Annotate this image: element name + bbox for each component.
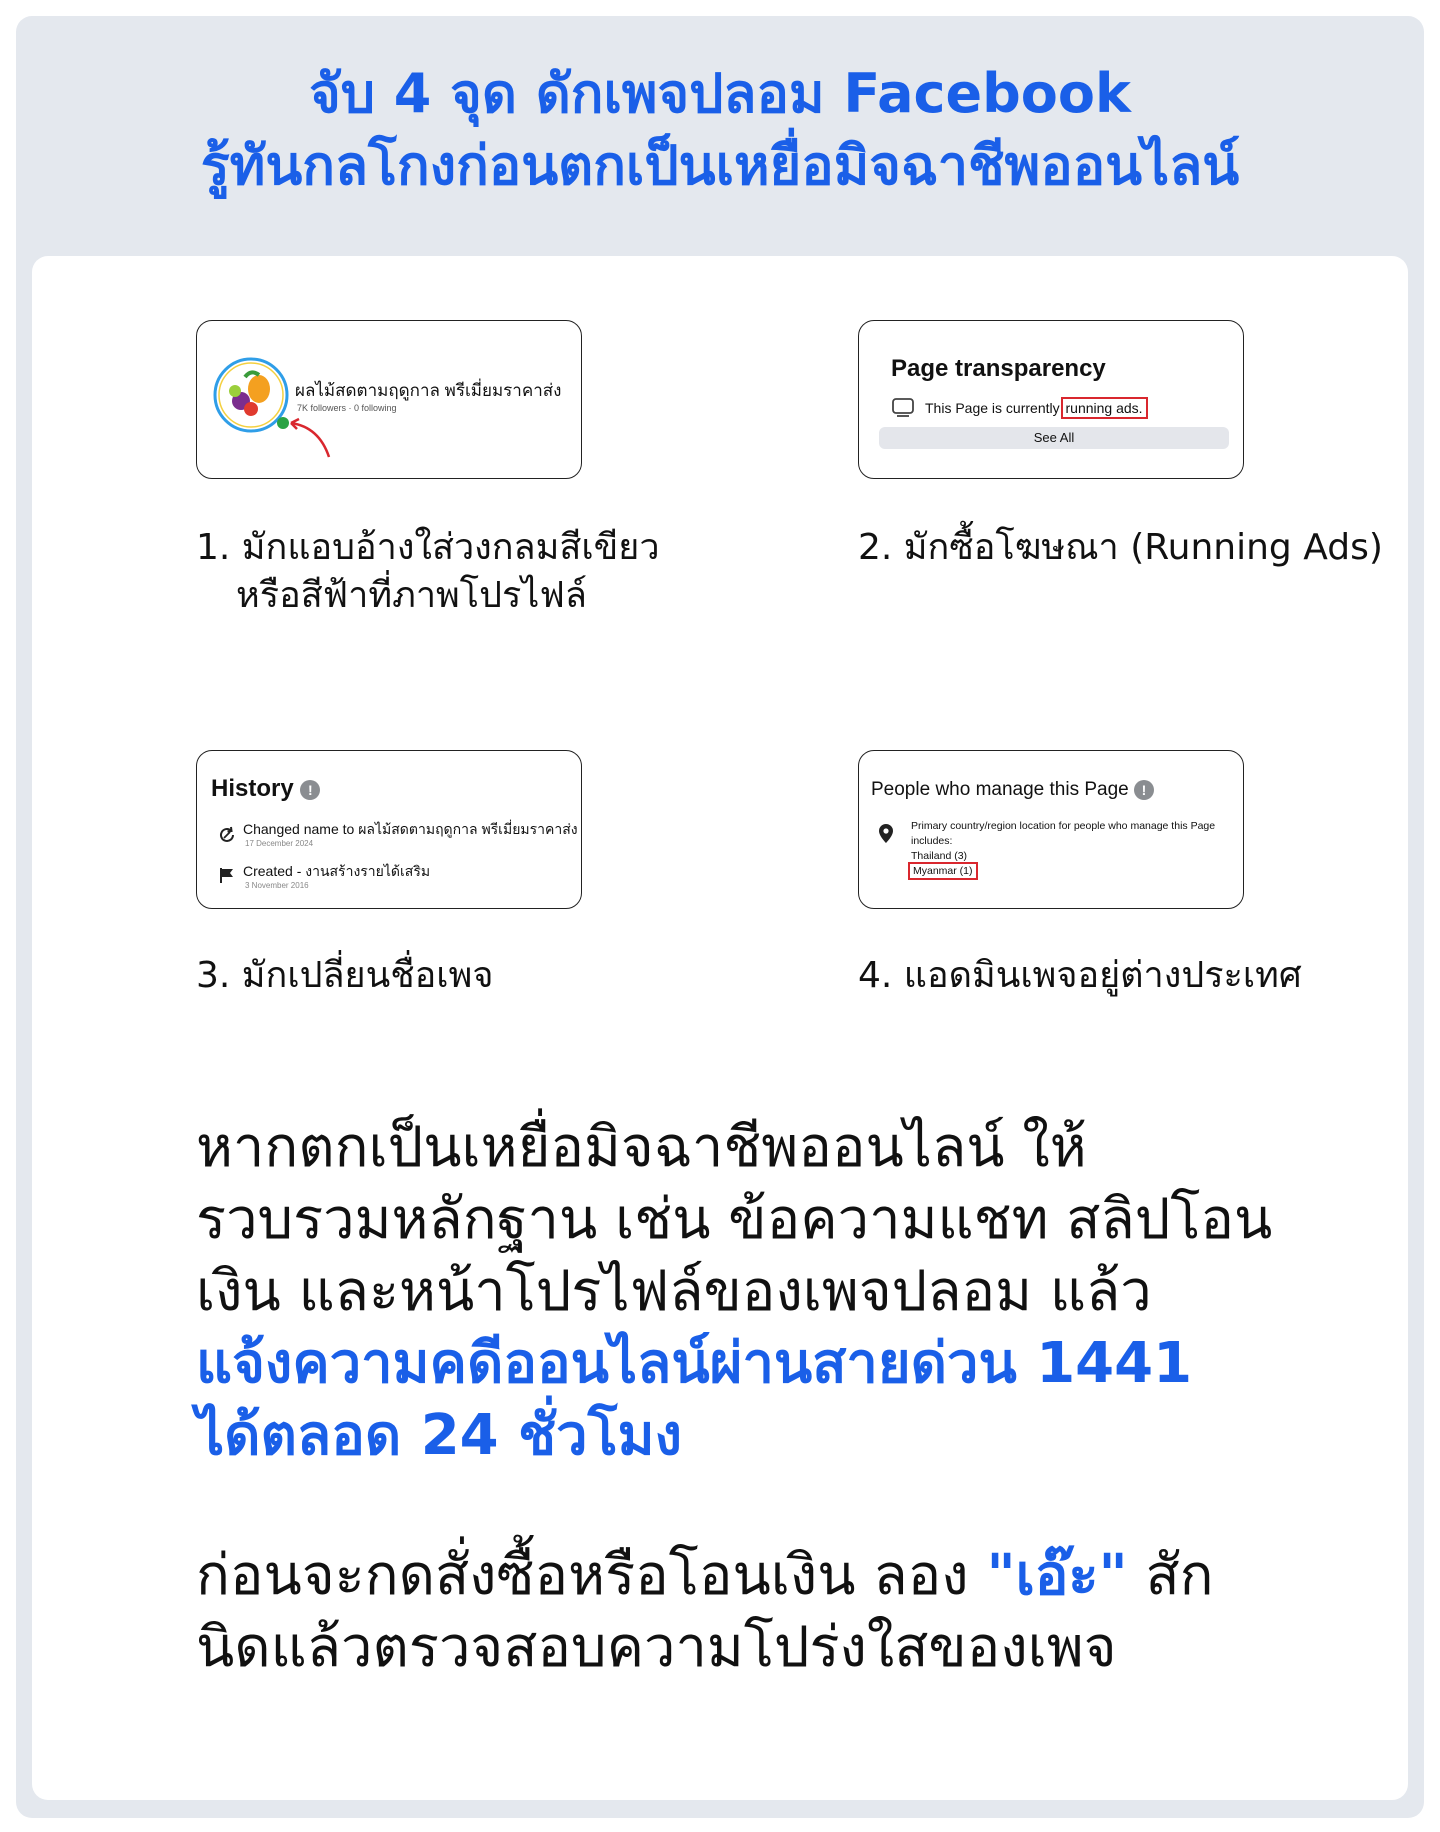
monitor-icon	[891, 397, 915, 419]
info-icon: !	[300, 780, 320, 800]
see-all-label: See All	[1033, 430, 1075, 445]
transparency-status	[925, 400, 1145, 416]
hotline-line-1: แจ้งความคดีออนไลน์ผ่านสายด่วน 1441	[196, 1331, 1193, 1396]
profile-page-name: ผลไม้สดตามฤดูกาล พรีเมี่ยมราคาส่ง	[295, 381, 562, 400]
closing-line-1	[196, 1540, 1296, 1612]
closing-highlight: "เอ๊ะ"	[986, 1543, 1128, 1608]
closing-line-2: นิดแล้วตรวจสอบความโปร่งใสของเพจ	[196, 1615, 1117, 1680]
running-ads-highlight: running ads.	[1065, 400, 1143, 416]
caption-1	[196, 524, 660, 620]
title-line-1: จับ 4 จุด ดักเพจปลอม Facebook	[309, 62, 1131, 125]
history-item-1-text: Changed name to ผลไม้สดตามฤดูกาล พรีเมี่ยมราคาส่ง	[243, 821, 578, 837]
advice-text	[196, 1112, 1296, 1472]
description-line-2: includes:	[911, 835, 953, 847]
title-line-2: รู้ทันกลโกงก่อนตกเป็นเหยื่อมิจฉาชีพออนไลน์	[200, 134, 1240, 197]
history-item-2-text: Created - งานสร้างรายได้เสริม	[243, 863, 431, 879]
managers-description	[911, 819, 1215, 879]
page-title	[0, 58, 1440, 202]
country-myanmar-highlight: Myanmar (1)	[913, 865, 973, 877]
status-prefix: This Page is currently	[925, 400, 1060, 416]
profile-stats: 7K followers · 0 following	[297, 403, 397, 413]
hotline-line-2: ได้ตลอด 24 ชั่วโมง	[196, 1403, 682, 1468]
history-title: History	[211, 775, 294, 802]
managers-screenshot	[858, 750, 1244, 909]
profile-screenshot	[196, 320, 582, 479]
history-item-1-date: 17 December 2024	[245, 839, 314, 848]
advice-line-2: รวบรวมหลักฐาน เช่น ข้อความแชท สลิปโอน	[196, 1187, 1273, 1252]
caption-1-line-1: 1. มักแอบอ้างใส่วงกลมสีเขียว	[196, 527, 660, 568]
managers-heading	[871, 779, 1154, 801]
closing-part-2: สัก	[1127, 1543, 1214, 1608]
closing-text	[196, 1540, 1296, 1684]
history-heading	[211, 775, 320, 803]
caption-3: 3. มักเปลี่ยนชื่อเพจ	[196, 955, 494, 996]
advice-line-1: หากตกเป็นเหยื่อมิจฉาชีพออนไลน์ ให้	[196, 1115, 1087, 1180]
country-thailand: Thailand (3)	[911, 850, 968, 862]
history-item-2-date: 3 November 2016	[245, 881, 309, 890]
info-icon: !	[1134, 780, 1154, 800]
advice-line-3: เงิน และหน้าโปรไฟล์ของเพจปลอม แล้ว	[196, 1259, 1152, 1324]
history-screenshot	[196, 750, 582, 909]
see-all-button[interactable]	[879, 427, 1229, 449]
pointer-arrow-icon	[277, 411, 337, 461]
closing-part-1: ก่อนจะกดสั่งซื้อหรือโอนเงิน ลอง	[196, 1543, 987, 1608]
transparency-heading: Page transparency	[891, 355, 1106, 382]
managers-title: People who manage this Page	[871, 779, 1129, 800]
caption-1-line-2: หรือสีฟ้าที่ภาพโปรไฟล์	[236, 575, 587, 616]
rename-icon	[217, 825, 237, 845]
caption-2: 2. มักซื้อโฆษณา (Running Ads)	[858, 527, 1383, 568]
description-line-1: Primary country/region location for people who manage this Page	[911, 820, 1216, 832]
transparency-screenshot	[858, 320, 1244, 479]
caption-4: 4. แอดมินเพจอยู่ต่างประเทศ	[858, 955, 1302, 996]
flag-icon	[217, 865, 237, 885]
location-pin-icon	[877, 823, 895, 845]
